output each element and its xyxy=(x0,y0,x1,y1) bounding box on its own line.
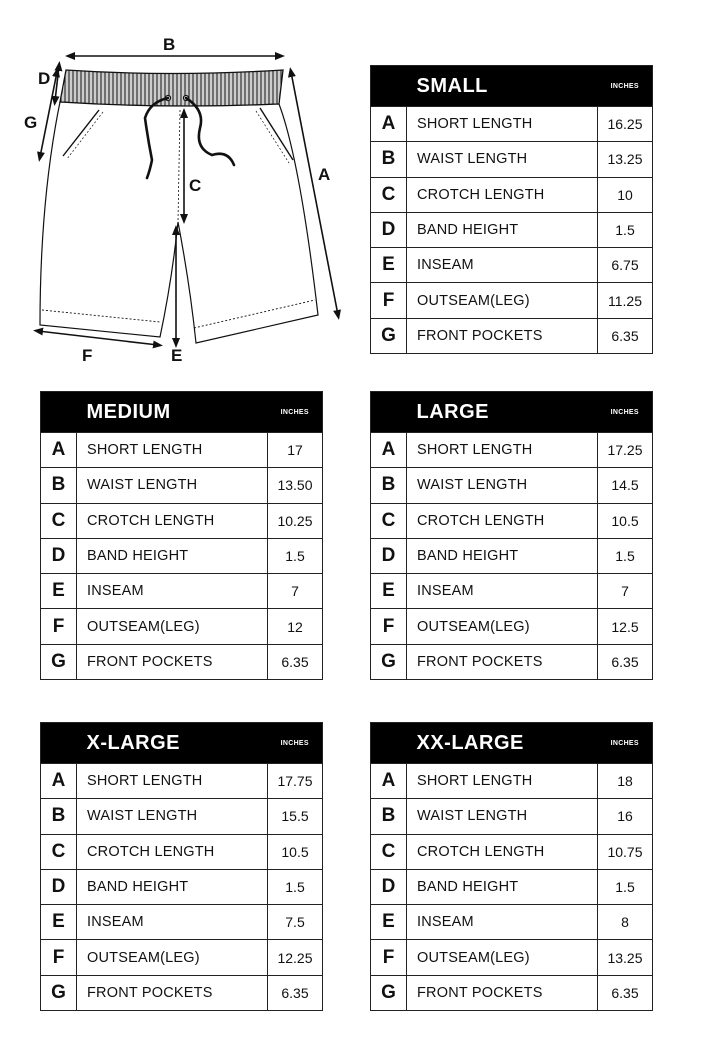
table-row xyxy=(371,318,653,353)
table-row xyxy=(41,905,323,940)
table-row xyxy=(41,609,323,644)
row-label: INSEAM xyxy=(77,905,268,940)
row-value: 14.5 xyxy=(598,468,653,503)
row-letter: B xyxy=(41,799,77,834)
row-label: CROTCH LENGTH xyxy=(77,834,268,869)
size-table-small xyxy=(370,65,653,354)
row-value: 1.5 xyxy=(268,538,323,573)
table-row xyxy=(371,799,653,834)
row-label: SHORT LENGTH xyxy=(407,107,598,142)
size-table-xxlarge xyxy=(370,722,653,1011)
row-letter: G xyxy=(371,975,407,1010)
unit-label: INCHES xyxy=(598,723,653,764)
row-value: 13.25 xyxy=(598,142,653,177)
shorts-outline xyxy=(40,70,318,343)
row-label: WAIST LENGTH xyxy=(407,468,598,503)
row-letter: A xyxy=(371,764,407,799)
row-letter: G xyxy=(41,975,77,1010)
row-label: CROTCH LENGTH xyxy=(407,834,598,869)
row-label: INSEAM xyxy=(407,905,598,940)
row-letter: A xyxy=(41,764,77,799)
table-header xyxy=(41,723,323,764)
table-row xyxy=(41,468,323,503)
row-letter: A xyxy=(371,107,407,142)
row-letter: C xyxy=(41,503,77,538)
row-label: INSEAM xyxy=(77,574,268,609)
table-header xyxy=(371,392,653,433)
row-letter: A xyxy=(41,433,77,468)
table-row xyxy=(371,468,653,503)
row-label: OUTSEAM(LEG) xyxy=(77,940,268,975)
table-row xyxy=(371,834,653,869)
row-letter: C xyxy=(371,503,407,538)
table-row xyxy=(371,644,653,679)
table-row xyxy=(371,905,653,940)
row-letter: G xyxy=(371,644,407,679)
row-label: BAND HEIGHT xyxy=(77,869,268,904)
row-letter: D xyxy=(371,538,407,573)
row-label: SHORT LENGTH xyxy=(77,433,268,468)
row-value: 17.75 xyxy=(268,764,323,799)
table-row xyxy=(371,975,653,1010)
table-row xyxy=(371,574,653,609)
table-row xyxy=(41,503,323,538)
row-letter: E xyxy=(41,574,77,609)
size-title: LARGE xyxy=(407,392,598,433)
row-label: SHORT LENGTH xyxy=(407,433,598,468)
size-title: X-LARGE xyxy=(77,723,268,764)
row-value: 12 xyxy=(268,609,323,644)
row-letter: C xyxy=(371,834,407,869)
row-label: BAND HEIGHT xyxy=(77,538,268,573)
row-label: FRONT POCKETS xyxy=(407,975,598,1010)
shorts-body xyxy=(40,102,318,343)
table-row xyxy=(371,503,653,538)
table-row xyxy=(371,212,653,247)
row-letter: D xyxy=(41,869,77,904)
unit-label: INCHES xyxy=(268,392,323,433)
row-label: FRONT POCKETS xyxy=(407,318,598,353)
row-label: FRONT POCKETS xyxy=(77,975,268,1010)
row-value: 15.5 xyxy=(268,799,323,834)
size-title: XX-LARGE xyxy=(407,723,598,764)
row-value: 12.25 xyxy=(268,940,323,975)
row-label: BAND HEIGHT xyxy=(407,869,598,904)
row-label: INSEAM xyxy=(407,248,598,283)
label-b: B xyxy=(163,35,176,54)
table-row xyxy=(371,248,653,283)
row-label: FRONT POCKETS xyxy=(77,644,268,679)
table-row xyxy=(371,283,653,318)
row-letter: E xyxy=(41,905,77,940)
row-label: OUTSEAM(LEG) xyxy=(77,609,268,644)
row-label: BAND HEIGHT xyxy=(407,538,598,573)
row-value: 6.75 xyxy=(598,248,653,283)
table-header xyxy=(41,392,323,433)
row-value: 11.25 xyxy=(598,283,653,318)
row-letter: F xyxy=(371,940,407,975)
table-row xyxy=(371,609,653,644)
row-label: WAIST LENGTH xyxy=(407,142,598,177)
row-label: OUTSEAM(LEG) xyxy=(407,609,598,644)
row-letter: F xyxy=(41,609,77,644)
table-row xyxy=(41,574,323,609)
row-letter: C xyxy=(371,177,407,212)
row-label: SHORT LENGTH xyxy=(407,764,598,799)
row-value: 18 xyxy=(598,764,653,799)
table-row xyxy=(41,433,323,468)
row-label: CROTCH LENGTH xyxy=(77,503,268,538)
row-letter: D xyxy=(41,538,77,573)
row-letter: G xyxy=(371,318,407,353)
row-value: 1.5 xyxy=(598,212,653,247)
table-row xyxy=(371,142,653,177)
row-value: 7.5 xyxy=(268,905,323,940)
row-label: INSEAM xyxy=(407,574,598,609)
label-f: F xyxy=(82,346,93,365)
row-value: 13.50 xyxy=(268,468,323,503)
unit-label: INCHES xyxy=(268,723,323,764)
table-row xyxy=(371,107,653,142)
row-value: 6.35 xyxy=(598,975,653,1010)
table-header xyxy=(371,723,653,764)
row-label: WAIST LENGTH xyxy=(407,799,598,834)
row-letter: E xyxy=(371,905,407,940)
row-letter: A xyxy=(371,433,407,468)
row-value: 10.5 xyxy=(598,503,653,538)
row-value: 16 xyxy=(598,799,653,834)
table-row xyxy=(371,869,653,904)
size-table-medium xyxy=(40,391,323,680)
row-value: 8 xyxy=(598,905,653,940)
row-label: WAIST LENGTH xyxy=(77,799,268,834)
row-letter: D xyxy=(371,212,407,247)
row-letter: B xyxy=(371,468,407,503)
table-row xyxy=(371,433,653,468)
shorts-diagram xyxy=(0,0,360,370)
table-row xyxy=(41,834,323,869)
row-label: SHORT LENGTH xyxy=(77,764,268,799)
size-title: SMALL xyxy=(407,66,598,107)
table-row xyxy=(41,975,323,1010)
size-table-large xyxy=(370,391,653,680)
unit-label: INCHES xyxy=(598,66,653,107)
label-c: C xyxy=(189,176,202,195)
row-letter: E xyxy=(371,574,407,609)
row-label: OUTSEAM(LEG) xyxy=(407,283,598,318)
table-row xyxy=(41,538,323,573)
row-letter: F xyxy=(371,609,407,644)
label-g: G xyxy=(24,113,38,132)
row-value: 16.25 xyxy=(598,107,653,142)
row-value: 1.5 xyxy=(268,869,323,904)
label-a: A xyxy=(318,165,331,184)
row-value: 10 xyxy=(598,177,653,212)
row-letter: G xyxy=(41,644,77,679)
unit-label: INCHES xyxy=(598,392,653,433)
row-value: 12.5 xyxy=(598,609,653,644)
row-letter: E xyxy=(371,248,407,283)
row-label: BAND HEIGHT xyxy=(407,212,598,247)
table-row xyxy=(41,869,323,904)
label-e: E xyxy=(171,346,183,365)
row-value: 7 xyxy=(268,574,323,609)
row-letter: F xyxy=(371,283,407,318)
table-row xyxy=(41,940,323,975)
table-row xyxy=(41,799,323,834)
table-row xyxy=(371,764,653,799)
table-row xyxy=(371,940,653,975)
row-value: 10.75 xyxy=(598,834,653,869)
row-label: CROTCH LENGTH xyxy=(407,177,598,212)
table-row xyxy=(41,764,323,799)
row-letter: C xyxy=(41,834,77,869)
table-row xyxy=(371,538,653,573)
row-value: 1.5 xyxy=(598,538,653,573)
row-value: 10.25 xyxy=(268,503,323,538)
row-value: 6.35 xyxy=(268,975,323,1010)
row-letter: B xyxy=(41,468,77,503)
row-label: FRONT POCKETS xyxy=(407,644,598,679)
waistband xyxy=(60,70,283,106)
size-title: MEDIUM xyxy=(77,392,268,433)
row-letter: D xyxy=(371,869,407,904)
row-value: 6.35 xyxy=(598,318,653,353)
row-value: 7 xyxy=(598,574,653,609)
label-d: D xyxy=(38,69,51,88)
row-value: 6.35 xyxy=(268,644,323,679)
size-table-xlarge xyxy=(40,722,323,1011)
row-label: OUTSEAM(LEG) xyxy=(407,940,598,975)
arrow-d xyxy=(55,66,59,101)
row-value: 1.5 xyxy=(598,869,653,904)
row-letter: B xyxy=(371,142,407,177)
row-label: WAIST LENGTH xyxy=(77,468,268,503)
row-value: 13.25 xyxy=(598,940,653,975)
row-value: 17 xyxy=(268,433,323,468)
table-row xyxy=(371,177,653,212)
row-value: 10.5 xyxy=(268,834,323,869)
row-letter: B xyxy=(371,799,407,834)
row-letter: F xyxy=(41,940,77,975)
row-value: 6.35 xyxy=(598,644,653,679)
row-value: 17.25 xyxy=(598,433,653,468)
table-header xyxy=(371,66,653,107)
row-label: CROTCH LENGTH xyxy=(407,503,598,538)
table-row xyxy=(41,644,323,679)
